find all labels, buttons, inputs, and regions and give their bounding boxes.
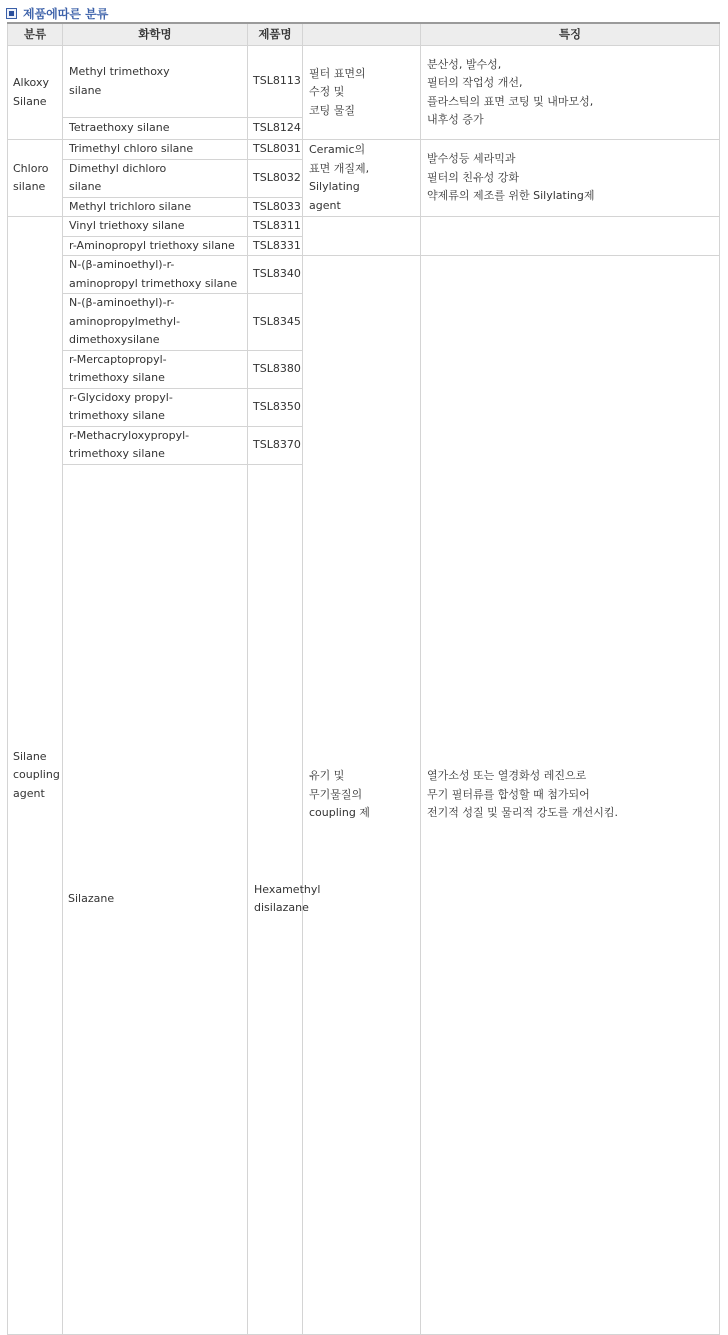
chemical-name-cell: N-(β-aminoethyl)-r- aminopropyl trimethoxy silane — [63, 256, 248, 294]
table-row — [8, 140, 720, 160]
section-title — [6, 4, 108, 22]
chemical-name-cell: N-(β-aminoethyl)-r- aminopropylmethyl- dimethoxysilane — [63, 294, 248, 351]
table-body — [8, 46, 720, 1335]
product-classification-table — [7, 22, 720, 1335]
product-code-cell: TSL8124 — [248, 118, 303, 140]
features-cell — [421, 217, 720, 256]
chemical-name-cell: r-Mercaptopropyl- trimethoxy silane — [63, 350, 248, 388]
category-cell: Silazane — [63, 464, 248, 1335]
product-code-cell: TSL8370 — [248, 426, 303, 464]
table-row — [8, 256, 720, 294]
header-category: 분류 — [8, 23, 63, 46]
product-code-cell: TSL8331 — [248, 236, 303, 256]
chemical-name-cell: Vinyl triethoxy silane — [63, 217, 248, 237]
header-features: 특징 — [421, 23, 720, 46]
chemical-name-cell: Tetraethoxy silane — [63, 118, 248, 140]
square-bullet-icon — [6, 8, 17, 19]
category-cell: Alkoxy Silane — [8, 46, 63, 140]
table-row — [8, 217, 720, 237]
table-row — [8, 46, 720, 118]
product-code-cell: TSL8311 — [248, 217, 303, 237]
features-cell: 열가소성 또는 열경화성 레진으로 무기 필터류를 합성할 때 첨가되어 전기적 성질 및 물리적 강도를 개선시킴. — [421, 256, 720, 1335]
chemical-name-cell: Hexamethyl disilazane — [248, 464, 303, 1335]
product-code-cell: TSL8345 — [248, 294, 303, 351]
header-blank — [303, 23, 421, 46]
category-cell: Silane coupling agent — [8, 217, 63, 1335]
chemical-name-cell: Methyl trimethoxy silane — [63, 46, 248, 118]
chemical-name-cell: Trimethyl chloro silane — [63, 140, 248, 160]
chemical-name-cell: Methyl trichloro silane — [63, 197, 248, 217]
features-cell: 분산성, 발수성, 필터의 작업성 개선, 플라스틱의 표면 코팅 및 내마모성, 내후성 증가 — [421, 46, 720, 140]
usage-cell: 필터 표면의 수정 및 코팅 물질 — [303, 46, 421, 140]
product-code-cell: TSL8350 — [248, 388, 303, 426]
usage-cell: Ceramic의 표면 개질제, Silylating agent — [303, 140, 421, 217]
category-cell: Chloro silane — [8, 140, 63, 217]
features-cell: 발수성등 세라믹과 필터의 친유성 강화 약제류의 제조를 위한 Silylating제 — [421, 140, 720, 217]
chemical-name-cell: r-Methacryloxypropyl- trimethoxy silane — [63, 426, 248, 464]
chemical-name-cell: Dimethyl dichloro silane — [63, 159, 248, 197]
header-chemical-name: 화학명 — [63, 23, 248, 46]
usage-cell — [303, 217, 421, 256]
usage-cell: 유기 및 무기물질의 coupling 제 — [303, 256, 421, 1335]
product-code-cell: TSL8380 — [248, 350, 303, 388]
product-code-cell: TSL8032 — [248, 159, 303, 197]
product-code-cell: TSL8031 — [248, 140, 303, 160]
chemical-name-cell: r-Glycidoxy propyl- trimethoxy silane — [63, 388, 248, 426]
product-code-cell: TSL8033 — [248, 197, 303, 217]
table-header-row — [8, 23, 720, 46]
product-code-cell: TSL8113 — [248, 46, 303, 118]
section-title-text: 제품에따른 분류 — [23, 6, 109, 21]
product-code-cell: TSL8340 — [248, 256, 303, 294]
chemical-name-cell: r-Aminopropyl triethoxy silane — [63, 236, 248, 256]
header-product-name: 제품명 — [248, 23, 303, 46]
